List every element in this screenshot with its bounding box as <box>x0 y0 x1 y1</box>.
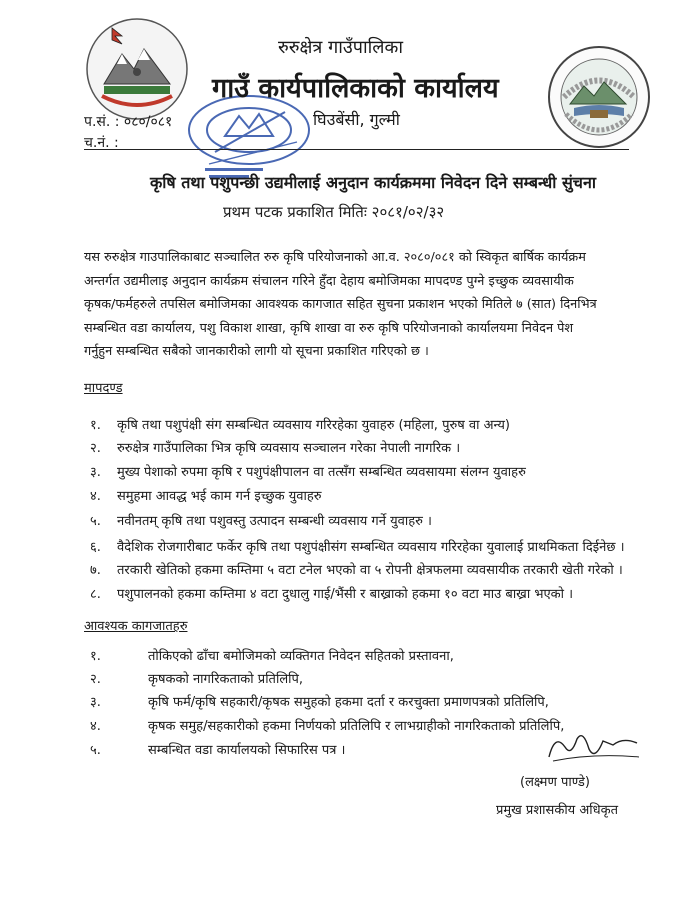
criteria-item: मुख्य पेशाको रुपमा कृषि र पशुपंक्षीपालन वा तत्सँग सम्बन्धित व्यवसायमा संलग्न युवाहरु <box>117 465 526 480</box>
criteria-number: ७. <box>90 563 101 578</box>
criteria-number: ४. <box>90 489 101 504</box>
document-item: कृषकको नागरिकताको प्रतिलिपि, <box>148 672 304 687</box>
office-stamp-icon <box>185 92 313 182</box>
document-item: सम्बन्धित वडा कार्यालयको सिफारिस पत्र । <box>148 743 346 758</box>
criteria-heading: मापदण्ड <box>84 381 123 396</box>
document-number: १. <box>90 649 101 664</box>
nepal-emblem-icon <box>82 14 192 124</box>
criteria-item: रुरुक्षेत्र गाउँपालिका भित्र कृषि व्यवसाय सञ्चालन गरेका नेपाली नागरिक । <box>117 441 461 456</box>
body-line: कृषक/फर्महरुले तपसिल बमोजिमका आवश्यक कागजात सहित सुचना प्रकाशन भएको मितिले ७ (सात) दिनभित्र <box>84 297 597 312</box>
office-name: गाउँ कार्यपालिकाको कार्यालय <box>212 73 499 104</box>
body-line: अन्तर्गत उद्यमीलाइ अनुदान कार्यक्रम संचालन गरिने हुँदा देहाय बमोजिमका मापदण्ड पुग्ने इच्छुक व्यवसायीक <box>84 273 574 289</box>
criteria-item: तरकारी खेतिको हकमा कम्तिमा ५ वटा टनेल भएको वा ५ रोपनी क्षेत्रफलमा व्यवसायीक तरकारी खेती गरेको । <box>117 563 623 578</box>
header-divider <box>84 149 629 150</box>
reference-number: प.सं. : ०८०/०८१ <box>84 114 173 130</box>
municipality-name: रुरुक्षेत्र गाउँपालिका <box>278 37 403 58</box>
document-number: ५. <box>90 743 101 758</box>
document-number: २. <box>90 672 101 687</box>
body-line: सम्बन्धित वडा कार्यालय, पशु विकाश शाखा, कृषि शाखा वा रुरु कृषि परियोजनाको कार्यालयमा निवेदन पेश <box>84 320 574 336</box>
signatory-title: प्रमुख प्रशासकीय अधिकृत <box>496 803 619 818</box>
notice-title: कृषि तथा पशुपन्छी उद्यमीलाई अनुदान कार्यक्रममा निवेदन दिने सम्बन्धी सुंचना <box>150 173 596 192</box>
criteria-item: पशुपालनको हकमा कम्तिमा ४ वटा दुधालु गाई/भैंसी र बाख्राको हकमा १० वटा माउ बाख्रा भएको । <box>117 587 574 602</box>
dispatch-number: च.नं. : <box>84 135 119 151</box>
notice-body <box>84 246 644 364</box>
body-line: गर्नुहुन सम्बन्धित सबैको जानकारीको लागी यो सूचना प्रकाशित गरिएको छ । <box>84 344 429 359</box>
office-address: घिउबेंसी, गुल्मी <box>313 110 400 129</box>
document-item: कृषक समुह/सहकारीको हकमा निर्णयको प्रतिलिपि र लाभग्राहीको नागरिकताको प्रतिलिपि, <box>148 719 565 734</box>
criteria-item: समुहमा आवद्ध भई काम गर्न इच्छुक युवाहरु <box>117 489 322 504</box>
municipality-seal-icon <box>546 44 652 150</box>
criteria-number: ३. <box>90 465 101 480</box>
document-number: ४. <box>90 719 101 734</box>
criteria-number: १. <box>90 418 101 433</box>
criteria-item: वैदेशिक रोजगारीबाट फर्केर कृषि तथा पशुपंक्षीसंग सम्बन्धित व्यवसाय गरिरहेका युवालाई प्राथमिकता दिईनेछ । <box>117 540 625 555</box>
documents-heading: आवश्यक कागजातहरु <box>84 619 188 634</box>
criteria-item: कृषि तथा पशुपंक्षी संग सम्बन्धित व्यवसाय गरिरहेका युवाहरु (महिला, पुरुष वा अन्य) <box>117 418 510 433</box>
document-number: ३. <box>90 695 101 710</box>
criteria-number: २. <box>90 441 101 456</box>
document-item: तोकिएको ढाँचा बमोजिमको व्यक्तिगत निवेदन सहितको प्रस्तावना, <box>148 649 454 664</box>
publication-date: प्रथम पटक प्रकाशित मितिः २०८१/०२/३२ <box>223 203 445 221</box>
criteria-item: नवीनतम् कृषि तथा पशुवस्तु उत्पादन सम्बन्धी व्यवसाय गर्ने युवाहरु । <box>117 514 432 529</box>
criteria-number: ६. <box>90 540 101 555</box>
body-line: यस रुरुक्षेत्र गाउपालिकाबाट सञ्चालित रुरु कृषि परियोजनाको आ.व. २०८०/०८१ को स्विकृत बार्षिक कार्यक्रम <box>84 250 586 265</box>
document-item: कृषि फर्म/कृषि सहकारी/कृषक समुहको हकमा दर्ता र करचुक्ता प्रमाणपत्रको प्रतिलिपि, <box>148 695 549 710</box>
handwritten-signature-icon <box>543 727 643 767</box>
criteria-number: ५. <box>90 514 101 529</box>
criteria-number: ८. <box>90 587 101 602</box>
signatory-name: (लक्ष्मण पाण्डे) <box>520 775 590 790</box>
